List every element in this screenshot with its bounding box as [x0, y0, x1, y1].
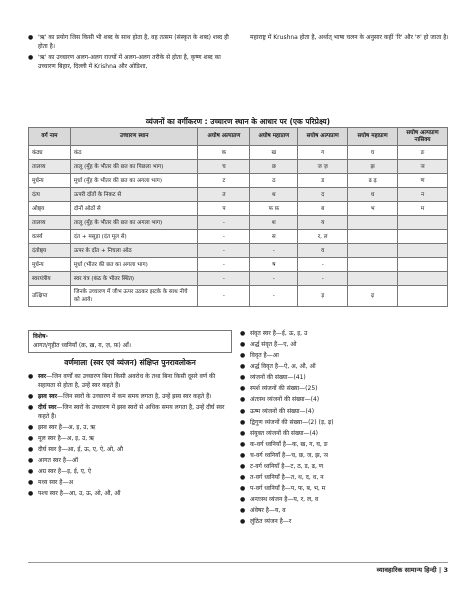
- table-row: [29, 202, 448, 216]
- list-item: [240, 496, 448, 505]
- bullet-icon: ●: [240, 363, 246, 371]
- table-cell: [348, 244, 398, 258]
- term-label: स्वर: [38, 373, 47, 381]
- term-label: दीर्घ स्वर: [38, 404, 57, 412]
- table-cell: दोनों ओठों से: [70, 202, 198, 216]
- table-cell: -: [298, 258, 348, 272]
- fact-text: अर्द्ध संवृत है—ए, ओ: [250, 341, 297, 349]
- table-cell: च: [198, 160, 250, 174]
- table-cell: -: [198, 244, 250, 258]
- list-item: [28, 424, 232, 433]
- table-cell: [398, 216, 448, 230]
- table-cell: ड: [298, 174, 348, 188]
- list-item: [28, 446, 232, 455]
- table-header: सघोष महाप्राण: [348, 128, 398, 146]
- table-cell: छ: [250, 160, 298, 174]
- bullet-icon: ●: [28, 479, 34, 487]
- table-row: [29, 244, 448, 258]
- term-text: आगत स्वर है—ऑ: [38, 457, 79, 465]
- table-header: सघोष अल्पप्राण: [298, 128, 348, 146]
- bullet-icon: ●: [240, 341, 246, 349]
- fact-text: प-वर्ग ध्वनियाँ है—प, फ, ब, भ, म: [250, 485, 326, 493]
- table-cell: ष: [250, 258, 298, 272]
- table-cell: ऊपर के दाँत + निचला ओठ: [70, 244, 198, 258]
- list-item: [240, 330, 448, 339]
- table-cell: कंठ: [70, 146, 198, 160]
- fact-text: संयुक्त व्यंजनों की संख्या—(4): [250, 429, 319, 437]
- bullet-icon: ●: [240, 330, 246, 337]
- bullet-icon: ●: [240, 474, 246, 482]
- table-cell: -: [198, 286, 250, 306]
- bullet-icon: ●: [240, 440, 246, 448]
- table-cell: तालु (मुँह के भीतर की छत का पिछला भाग): [70, 160, 198, 174]
- fact-text: च-वर्ग ध्वनियाँ है—च, छ, ज, झ, ञ: [250, 451, 328, 459]
- bullet-icon: ●: [240, 485, 246, 493]
- top-notes-right: [250, 34, 450, 43]
- table-cell: -: [298, 272, 348, 286]
- table-cell: मूर्धा (भीतर की छत का अगला भाग): [70, 258, 198, 272]
- bullet-icon: ●: [240, 518, 246, 526]
- table-cell: दंत + मसूड़ा (दंत मूल से): [70, 230, 198, 244]
- table-cell: दंत्य: [29, 188, 71, 202]
- table-cell: स्वरयंत्रीय: [29, 272, 71, 286]
- list-item: [240, 441, 448, 450]
- list-item: [240, 363, 448, 372]
- fact-text: त-वर्ग ध्वनियाँ है—त, थ, द, ध, न: [250, 474, 324, 482]
- fact-text: अंतःस्थ व्यंजनों की संख्या—(4): [250, 396, 320, 404]
- table-cell: प: [198, 202, 250, 216]
- fact-text: ऊष्म व्यंजनों की संख्या—(4): [250, 407, 315, 415]
- fact-text: क-वर्ग ध्वनियाँ है—क, ख, ग, घ, ङ: [250, 440, 328, 448]
- bullet-icon: ●: [28, 446, 34, 454]
- table-cell: क: [198, 146, 250, 160]
- left-column: [28, 330, 232, 501]
- bullet-icon: ●: [240, 496, 246, 504]
- table-cell: ट: [198, 174, 250, 188]
- page-footer: [28, 562, 448, 576]
- bullet-icon: ●: [28, 34, 34, 41]
- table-cell: व: [298, 244, 348, 258]
- consonant-classification-table: [28, 127, 448, 307]
- list-item: [28, 404, 232, 421]
- note-text: आगत/गृहीत ध्वनियाँ (क़, ख़, ग़, ज़, फ़) आँ।: [33, 341, 132, 349]
- table-title: व्यंजनों का वर्गीकरण : उच्चारण स्थान के आधार पर (एक परिप्रेक्ष्य): [145, 117, 331, 126]
- term-text: मध्य स्वर है—अ: [38, 479, 74, 487]
- table-cell: [398, 272, 448, 286]
- bullet-icon: ●: [28, 423, 34, 431]
- bullet-icon: ●: [240, 396, 246, 404]
- table-cell: मूर्धा (मुँह के भीतर की छत का अगला भाग): [70, 174, 198, 188]
- bullet-icon: ●: [240, 385, 246, 393]
- term-text: —जिन स्वरों के उच्चारण में ह्रस्व स्वरों से अधिक समय लगता है, उन्हें दीर्घ स्वर कहते हैं।: [38, 404, 225, 420]
- bullet-icon: ●: [28, 457, 34, 465]
- bullet-icon: ●: [28, 54, 34, 62]
- fact-text: द्विगुण व्यंजनों की संख्या—(2) (ड़, ढ़): [250, 418, 334, 426]
- term-text: अग्र स्वर है—इ, ई, ए, ऐ: [38, 468, 92, 476]
- bullet-icon: ●: [28, 404, 34, 412]
- bullet-icon: ●: [28, 393, 34, 401]
- table-cell: उत्क्षिप्त: [29, 286, 71, 306]
- fact-text: अंवेषर है—य, व: [250, 507, 286, 515]
- table-row: [29, 146, 448, 160]
- list-item: [28, 468, 232, 477]
- table-row: [29, 160, 448, 174]
- table-cell: द: [298, 188, 348, 202]
- section-title: वर्णमाला (स्वर एवं व्यंजन) संक्षिप्त पुनरावलोकन: [64, 358, 196, 368]
- list-item: [28, 490, 232, 499]
- table-row: [29, 174, 448, 188]
- table-cell: -: [250, 244, 298, 258]
- term-text: दीर्घ स्वर है—आ, ई, ऊ, ए, ऐ, ओ, औ: [38, 446, 123, 454]
- book-title: व्यावहारिक सामान्य हिन्दी: [376, 566, 437, 574]
- table-cell: -: [250, 272, 298, 286]
- table-cell: म: [398, 202, 448, 216]
- table-cell: तालु (मुँह के भीतर की छत का अगला भाग): [70, 216, 198, 230]
- table-cell: न: [398, 188, 448, 202]
- note-continuation: महाराष्ट्र में Krushna होता है, अर्थात् भाषा चलन के अनुसार कहीं 'रि' और 'रु' हो जाता है।: [250, 34, 449, 41]
- note-title: विशेष-: [33, 333, 48, 340]
- table-cell: ढ़: [348, 286, 398, 306]
- table-cell: [348, 216, 398, 230]
- table-cell: तालव्य: [29, 160, 71, 174]
- table-cell: [398, 258, 448, 272]
- list-item: [240, 463, 448, 472]
- table-header: अघोष महाप्राण: [250, 128, 298, 146]
- footer-separator: |: [438, 566, 444, 574]
- table-cell: दंतोष्ठ्य: [29, 244, 71, 258]
- table-cell: य: [298, 216, 348, 230]
- bullet-icon: ●: [240, 418, 246, 426]
- table-cell: मूर्धन्य: [29, 174, 71, 188]
- list-item: [240, 452, 448, 461]
- table-header: उच्चारण स्थान: [70, 128, 198, 146]
- bullet-icon: ●: [240, 429, 246, 437]
- table-cell: घ: [348, 146, 398, 160]
- table-row: [29, 230, 448, 244]
- list-item: [240, 396, 448, 405]
- fact-text: अन्तःस्थ व्यंजन है—य, र, ल, व: [250, 496, 319, 504]
- bullet-icon: ●: [28, 468, 34, 476]
- table-cell: ण: [398, 174, 448, 188]
- list-item: [240, 507, 448, 516]
- table-cell: ऊपरी दाँतों के निकट से: [70, 188, 198, 202]
- table-cell: -: [198, 272, 250, 286]
- table-cell: ब: [298, 202, 348, 216]
- table-cell: स: [250, 230, 298, 244]
- list-item: [28, 457, 232, 466]
- table-cell: जिनके उच्चारण में जीभ ऊपर उठकर झटके के साथ नीचे को आये।: [70, 286, 198, 306]
- term-text: ह्रस्व स्वर है—अ, इ, उ, ऋ: [38, 423, 96, 431]
- table-cell: मूर्धन्य: [29, 258, 71, 272]
- fact-text: संवृत स्वर है—ई, ऊ, इ, उ: [250, 330, 308, 337]
- list-item: [28, 479, 232, 488]
- table-cell: तालव्य: [29, 216, 71, 230]
- table-cell: ख: [250, 146, 298, 160]
- table-cell: [398, 286, 448, 306]
- table-cell: झ: [348, 160, 398, 174]
- top-notes-left: [28, 34, 238, 75]
- bullet-icon: ●: [240, 451, 246, 459]
- table-cell: श: [250, 216, 298, 230]
- list-item: [240, 352, 448, 361]
- table-cell: भ: [348, 202, 398, 216]
- table-cell: ङ: [398, 146, 448, 160]
- table-cell: वर्त्स्य: [29, 230, 71, 244]
- list-item: [240, 474, 448, 483]
- note-box: [28, 330, 232, 353]
- page-number: 3: [443, 566, 448, 574]
- table-header: अघोष अल्पप्राण: [198, 128, 250, 146]
- fact-text: अर्द्ध विवृत है—ऐ, अ, औ, ऑ: [250, 363, 316, 371]
- bullet-icon: ●: [28, 434, 34, 442]
- fact-text: ट-वर्ग ध्वनियाँ है—ट, ठ, ड, ढ, ण: [250, 462, 324, 470]
- table-cell: ढ ढ़: [348, 174, 398, 188]
- table-cell: ग: [298, 146, 348, 160]
- table-row: [29, 258, 448, 272]
- list-item: [240, 374, 448, 383]
- right-column: [240, 330, 448, 529]
- list-item: [240, 430, 448, 439]
- term-text: मूल स्वर है—अ, इ, उ, ऋ: [38, 434, 95, 442]
- table-cell: -: [198, 230, 250, 244]
- table-row: [29, 272, 448, 286]
- bullet-icon: ●: [240, 352, 246, 360]
- table-cell: ज ज़: [298, 160, 348, 174]
- footer-text: [377, 566, 448, 575]
- table-cell: ध: [348, 188, 398, 202]
- list-item: [240, 341, 448, 350]
- list-item: [28, 393, 232, 402]
- table-cell: ओष्ठ्य: [29, 202, 71, 216]
- table-cell: ञ: [398, 160, 448, 174]
- table-cell: [348, 230, 398, 244]
- note-item: ● 'ऋ' का प्रयोग जिस किसी भी शब्द के साथ होता है, वह तत्सम (संस्कृत के शब्द) शब्द ही होता है।: [28, 34, 229, 50]
- table-cell: -: [250, 286, 298, 306]
- list-item: [240, 385, 448, 394]
- table-cell: ठ: [250, 174, 298, 188]
- list-item: [240, 485, 448, 494]
- bullet-icon: ●: [240, 507, 246, 515]
- table-row: [29, 286, 448, 306]
- bullet-icon: ●: [240, 462, 246, 470]
- bullet-icon: ●: [28, 490, 34, 498]
- table-cell: र, ल: [298, 230, 348, 244]
- table-cell: -: [198, 258, 250, 272]
- table-row: [29, 188, 448, 202]
- table-cell: [398, 244, 448, 258]
- note-item: ● 'ऋ' का उच्चारण अलग-अलग राज्यों में अलग-अलग तरीके से होता है, कृष्ण शब्द का उच्चारण बिहार, दिल्ली में Krishna और ओडिशा,: [28, 54, 221, 71]
- table-cell: -: [198, 216, 250, 230]
- table-cell: कंठ्य: [29, 146, 71, 160]
- list-item: [28, 373, 232, 390]
- table-cell: त: [198, 188, 250, 202]
- term-text: —जिन स्वरों के उच्चारण में कम समय लगता है, उन्हें ह्रस्व स्वर कहते हैं।: [57, 393, 212, 401]
- term-text: पश्च स्वर है—आ, उ, ऊ, ओ, औ, ऑ: [38, 490, 121, 498]
- table-header: सघोष अल्पप्राण नासिक्य: [398, 128, 448, 146]
- table-cell: ड़: [298, 286, 348, 306]
- fact-text: विवृत है—आ: [250, 352, 279, 360]
- table-cell: [398, 230, 448, 244]
- summary-list-left: [28, 373, 232, 499]
- table-header: वर्ग नाम: [29, 128, 71, 146]
- list-item: [28, 435, 232, 444]
- table-cell: स्वर यंत्र (कंठ के भीतर स्थित): [70, 272, 198, 286]
- list-item: [240, 408, 448, 417]
- term-label: ह्रस्व स्वर: [38, 393, 58, 401]
- table-row: [29, 216, 448, 230]
- list-item: [240, 419, 448, 428]
- table-cell: फ फ़: [250, 202, 298, 216]
- bullet-icon: ●: [240, 374, 246, 382]
- table-cell: थ: [250, 188, 298, 202]
- summary-list-right: [240, 330, 448, 527]
- list-item: [240, 518, 448, 527]
- fact-text: स्पर्श व्यंजनों की संख्या—(25): [250, 385, 318, 393]
- table-header-row: [29, 128, 448, 146]
- bullet-icon: ●: [240, 407, 246, 415]
- term-text: —जिन वर्णों का उच्चारण बिना किसी अवरोध के तथा बिना किसी दूसरे वर्ण की सहायता से होता है, उन्हें स्वर कहते हैं।: [38, 373, 216, 389]
- table-cell: [348, 258, 398, 272]
- table-cell: [348, 272, 398, 286]
- fact-text: व्यंजनों की संख्या—(41): [250, 374, 306, 382]
- fact-text: लुंठित व्यंजन है—र: [250, 518, 292, 526]
- bullet-icon: ●: [28, 373, 34, 381]
